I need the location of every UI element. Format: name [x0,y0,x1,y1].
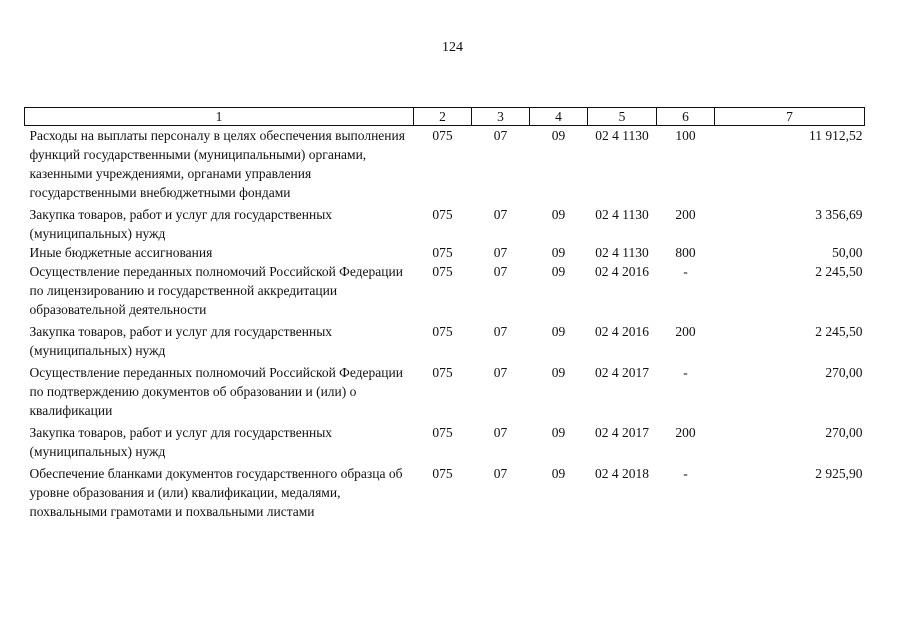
amount: 3 356,69 [815,207,863,222]
budget-table [24,107,865,521]
target-article-code: 02 4 2016 [595,324,649,339]
table-row [25,360,865,420]
subsection-code: 09 [551,207,566,222]
amount: 270,00 [825,365,863,380]
section-code: 07 [493,466,508,481]
subsection-code: 09 [551,466,566,481]
column-header: 2 [414,108,472,126]
expense-type-code: 200 [675,207,696,222]
expense-name: Расходы на выплаты персоналу в целях обеспечения выполнения функций государственными (муниципальными) органами, казенными учреждениями, органами управления государственными внебюджетными фондами [29,128,405,200]
amount: 2 245,50 [815,324,863,339]
column-header: 7 [715,108,865,126]
department-code: 075 [432,324,453,339]
target-article-code: 02 4 1130 [595,207,649,222]
target-article-code: 02 4 2016 [595,264,649,279]
column-header: 6 [657,108,715,126]
table-row [25,243,865,262]
department-code: 075 [432,466,453,481]
expense-name: Иные бюджетные ассигнования [29,245,213,260]
expense-type-code: 100 [675,128,696,143]
amount: 11 912,52 [809,128,863,143]
section-code: 07 [493,264,508,279]
table-row [25,461,865,521]
target-article-code: 02 4 2017 [595,365,649,380]
amount: 270,00 [825,425,863,440]
section-code: 07 [493,245,508,260]
section-code: 07 [493,324,508,339]
table-row [25,420,865,461]
department-code: 075 [432,365,453,380]
department-code: 075 [432,128,453,143]
expense-type-code: 200 [675,425,696,440]
expense-name: Закупка товаров, работ и услуг для государственных (муниципальных) нужд [29,425,333,459]
expense-name: Осуществление переданных полномочий Российской Федерации по лицензированию и государственной аккредитации образовательной деятельности [29,264,403,317]
department-code: 075 [432,245,453,260]
table-header-row [25,108,865,126]
expense-type-code: 200 [675,324,696,339]
column-header: 4 [530,108,588,126]
expense-type-code: 800 [675,245,696,260]
table-row [25,262,865,319]
table-row [25,202,865,243]
subsection-code: 09 [551,264,566,279]
expense-name: Осуществление переданных полномочий Российской Федерации по подтверждению документов об образовании и (или) о квалификации [29,365,403,418]
expense-name: Закупка товаров, работ и услуг для государственных (муниципальных) нужд [29,207,333,241]
subsection-code: 09 [551,324,566,339]
subsection-code: 09 [551,365,566,380]
section-code: 07 [493,207,508,222]
department-code: 075 [432,425,453,440]
subsection-code: 09 [551,425,566,440]
expense-type-code: - [683,466,688,481]
amount: 2 925,90 [815,466,863,481]
page-number: 124 [442,40,463,55]
expense-type-code: - [683,264,688,279]
target-article-code: 02 4 2017 [595,425,649,440]
column-header: 3 [472,108,530,126]
table-row [25,319,865,360]
target-article-code: 02 4 1130 [595,128,649,143]
section-code: 07 [493,128,508,143]
amount: 50,00 [832,245,863,260]
subsection-code: 09 [551,128,566,143]
target-article-code: 02 4 1130 [595,245,649,260]
subsection-code: 09 [551,245,566,260]
department-code: 075 [432,264,453,279]
department-code: 075 [432,207,453,222]
section-code: 07 [493,365,508,380]
table-row [25,126,865,203]
expense-name: Обеспечение бланками документов государственного образца об уровне образования и (или) квалификации, медалями, похвальными грамотами и похвальными листами [29,466,403,519]
column-header: 5 [588,108,657,126]
column-header: 1 [25,108,414,126]
target-article-code: 02 4 2018 [595,466,649,481]
section-code: 07 [493,425,508,440]
expense-type-code: - [683,365,688,380]
amount: 2 245,50 [815,264,863,279]
expense-name: Закупка товаров, работ и услуг для государственных (муниципальных) нужд [29,324,333,358]
